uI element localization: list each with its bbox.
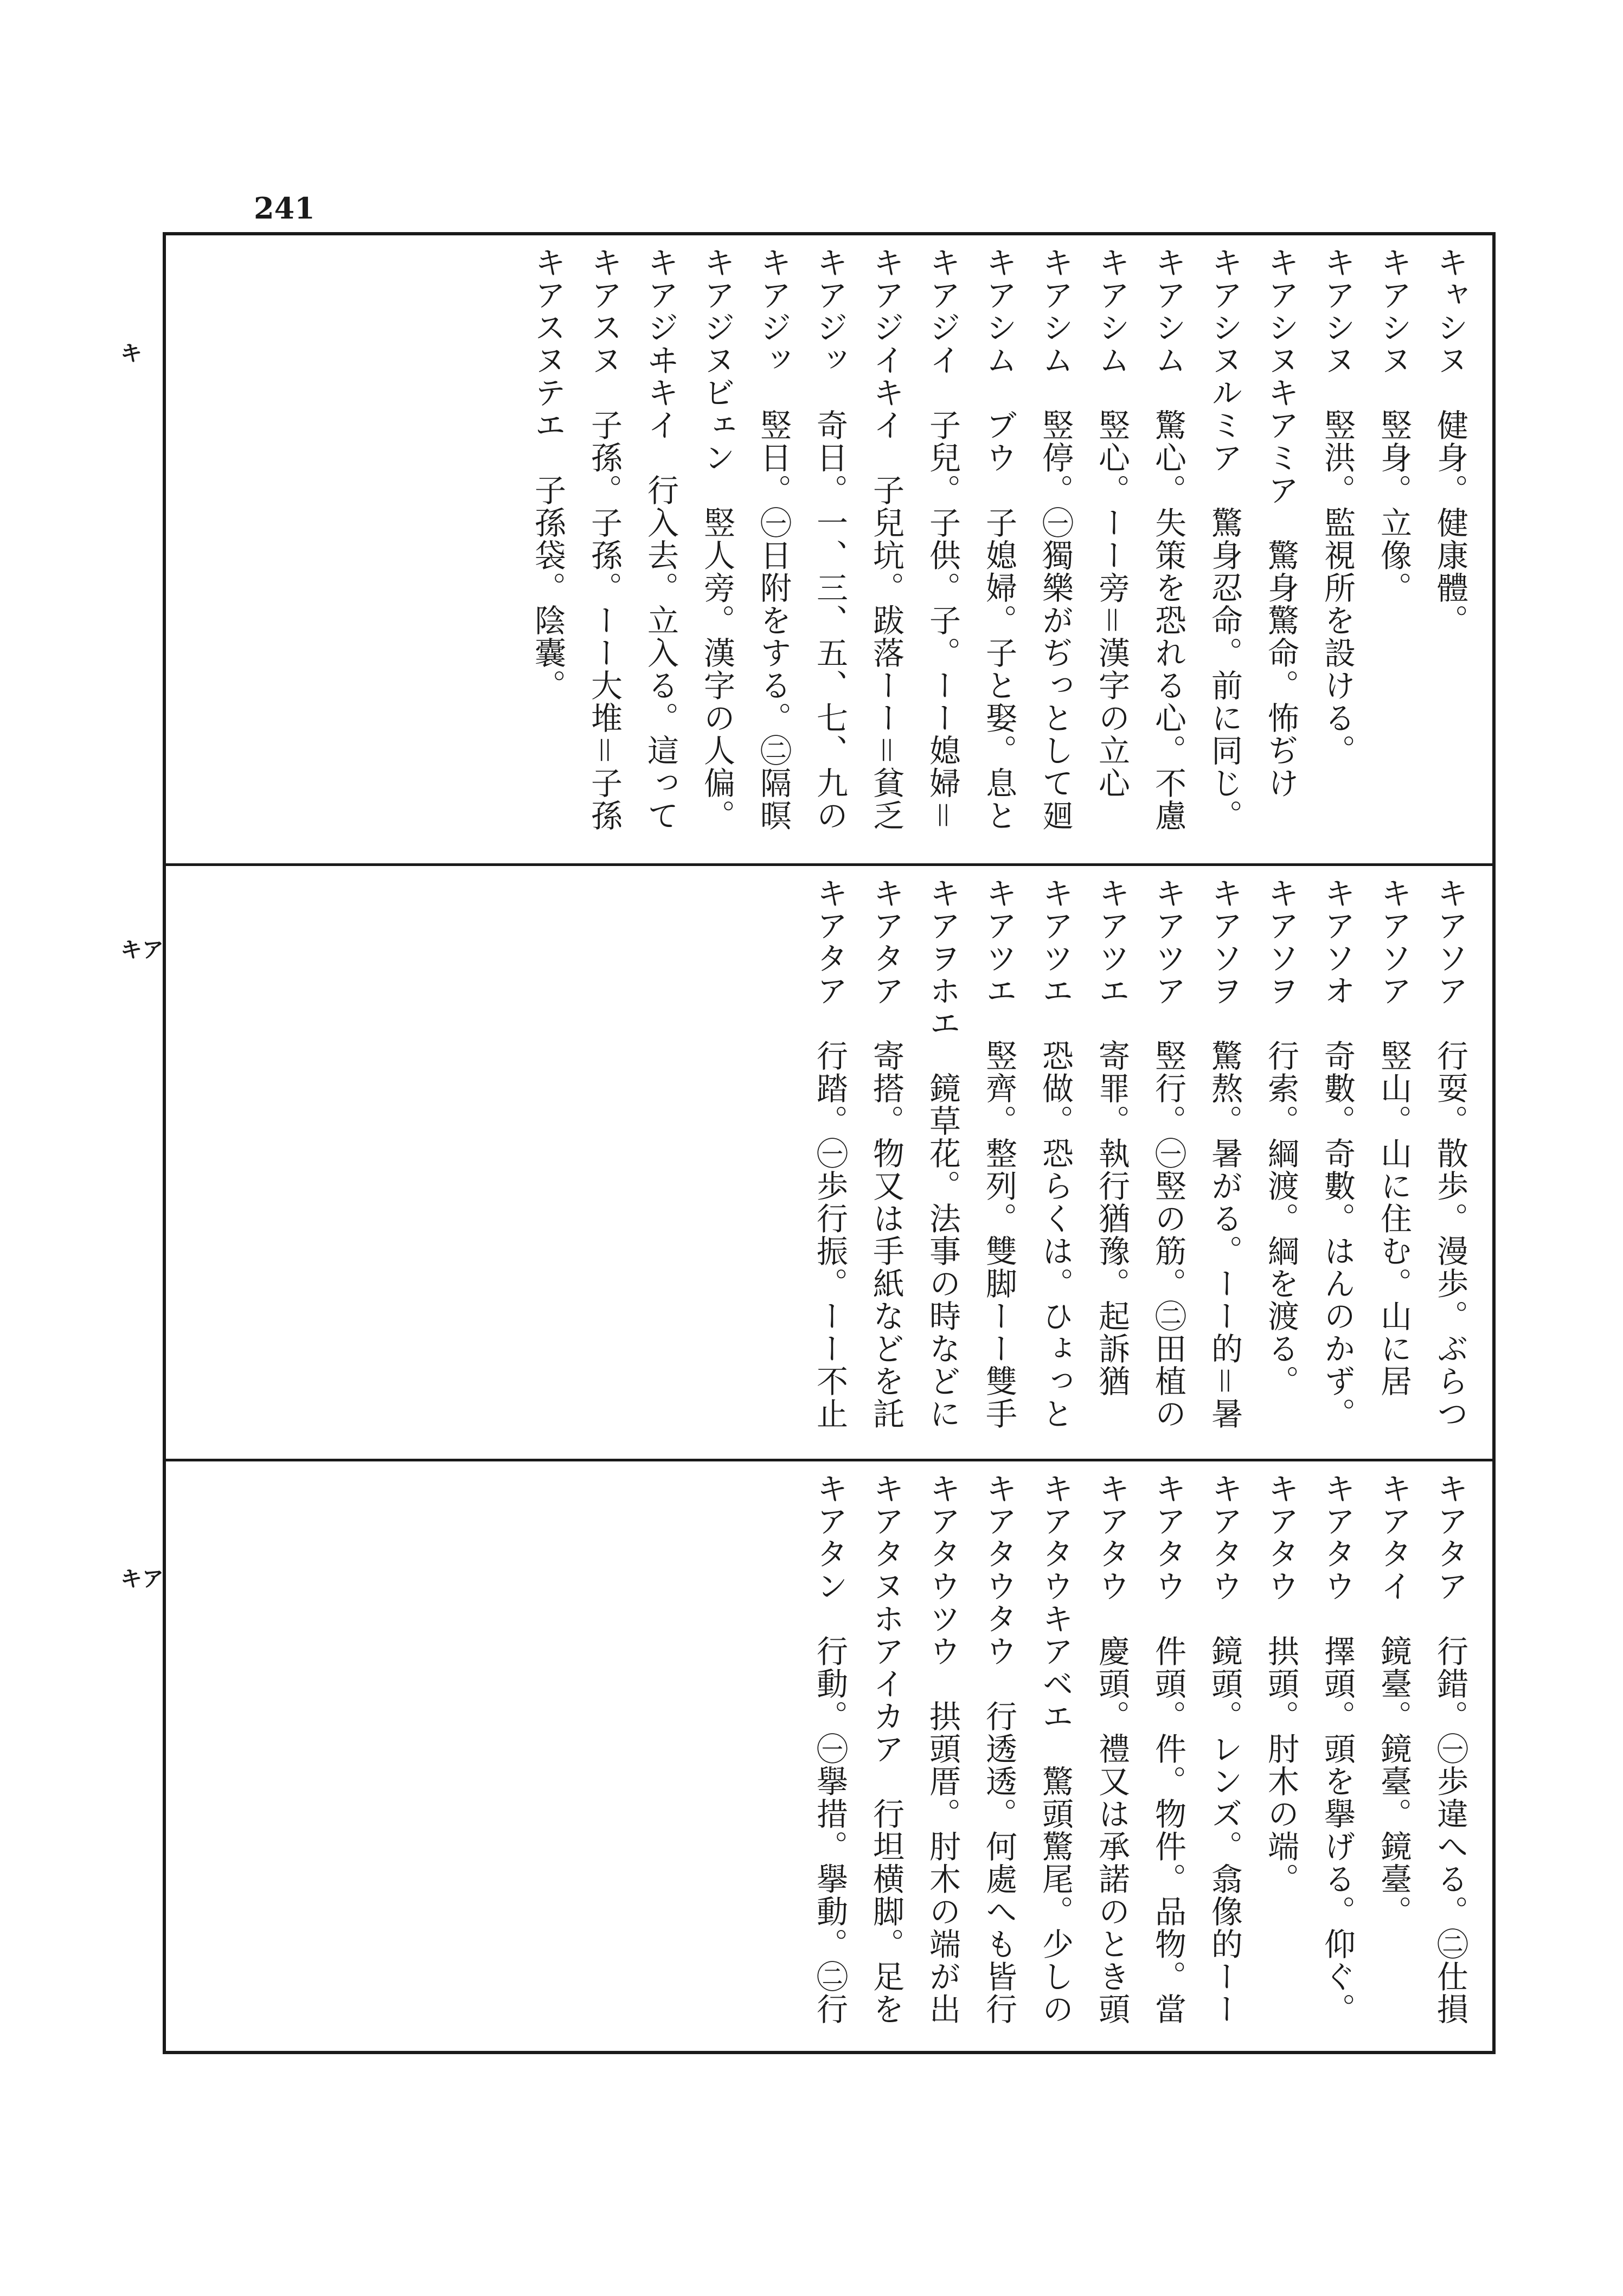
dictionary-entry: キアツエ 恐做。恐らくは。ひょっと	[1037, 877, 1074, 1430]
dictionary-entry: キアタウキアベエ 驚頭驚尾。少しの	[1037, 1472, 1074, 2025]
dictionary-entry: キアシム 驚心。失策を恐れる心。不慮	[1150, 246, 1186, 832]
dictionary-entry: キアジイ 子兒。子供。子。ーー媳婦＝	[924, 246, 961, 832]
dictionary-entry: キアタウ 慶頭。禮又は承諾のとき頭	[1093, 1472, 1130, 2025]
dictionary-frame	[163, 232, 1496, 2054]
dictionary-entry: キアジッ 奇日。一、三、五、七、九の	[811, 246, 848, 832]
dictionary-entry: キアジイキイ 子兒坑。跋落ーー＝貧乏	[868, 246, 904, 832]
margin-index-mark: キ	[120, 341, 142, 366]
dictionary-entry: キアジヌビェン 竪人旁。漢字の人偏。	[698, 246, 735, 832]
dictionary-entry: キアシヌキアミア 驚身驚命。怖ぢけ	[1262, 246, 1299, 799]
dictionary-entry: キアシム 竪心。ーー旁＝漢字の立心	[1093, 246, 1130, 800]
dictionary-entry: キアタウ 拱頭。肘木の端。	[1262, 1472, 1299, 1895]
dictionary-entry: キアソヲ 驚熬。暑がる。ーー的＝暑	[1206, 877, 1243, 1431]
middle-section	[166, 863, 1492, 1459]
margin-index-mark: キア	[120, 1567, 164, 1592]
dictionary-entry: キアタア 寄搭。物又は手紙などを託	[868, 877, 904, 1430]
page-number: 241	[254, 191, 315, 226]
margin-index-mark: キア	[120, 938, 164, 963]
dictionary-entry: キアタウ 擇頭。頭を擧げる。仰ぐ。	[1319, 1472, 1356, 2025]
dictionary-entry: キアタア 行錯。㊀歩違へる。㊁仕損	[1432, 1472, 1468, 2025]
lower-section	[166, 1459, 1492, 2054]
dictionary-entry: キアツア 竪行。㊀竪の筋。㊁田植の	[1150, 877, 1186, 1430]
dictionary-entry: キアタイ 鏡臺。鏡臺。鏡臺。	[1375, 1472, 1412, 1928]
dictionary-entry: キアシム 竪停。㊀獨樂がぢっとして廻	[1037, 246, 1074, 832]
upper-section	[166, 235, 1492, 863]
dictionary-entry: キアシヌ 竪洪。監視所を設ける。	[1319, 246, 1356, 767]
dictionary-entry: キアソヲ 行索。綱渡。綱を渡る。	[1262, 877, 1299, 1397]
dictionary-entry: キアスヌテエ 子孫袋。陰囊。	[529, 246, 566, 702]
dictionary-entry: キアタヌホアイカア 行坦横脚。足を	[868, 1472, 904, 2025]
dictionary-entry: キアソオ 奇數。奇數。はんのかず。	[1319, 877, 1356, 1430]
dictionary-entry: キアシム ブウ 子媳婦。子と娶。息と	[980, 246, 1017, 832]
dictionary-entry: キアタウツウ 拱頭厝。肘木の端が出	[924, 1472, 961, 2025]
dictionary-entry: キアタウ 鏡頭。レンズ。翕像的ーー	[1206, 1472, 1243, 2025]
dictionary-entry: キアヲホエ 鏡草花。法事の時などに	[924, 877, 961, 1430]
dictionary-entry: キアジッ 竪日。㊀日附をする。㊁隔暝	[755, 246, 792, 832]
dictionary-entry: キアスヌ 子孫。子孫。ーー大堆＝子孫	[586, 246, 623, 832]
dictionary-entry: キャシヌ 健身。健康體。	[1432, 246, 1468, 637]
dictionary-entry: キアタウ 件頭。件。物件。品物。當	[1150, 1472, 1186, 2025]
dictionary-entry: キアソア 竪山。山に住む。山に居	[1375, 877, 1412, 1397]
dictionary-entry: キアツエ 寄罪。執行猶豫。起訴猶	[1093, 877, 1130, 1397]
dictionary-entry: キアタア 行踏。㊀歩行振。ーー不止	[811, 877, 848, 1430]
dictionary-entry: キアツエ 竪齊。整列。雙脚ーー雙手	[980, 877, 1017, 1430]
dictionary-entry: キアジヰキイ 行入去。立入る。這って	[642, 246, 679, 832]
dictionary-entry: キアシヌ 竪身。立像。	[1375, 246, 1412, 604]
dictionary-entry: キアタウタウ 行透透。何處へも皆行	[980, 1472, 1017, 2025]
dictionary-entry: キアタン 行動。㊀擧措。擧動。㊁行	[811, 1472, 848, 2025]
dictionary-entry: キアソア 行耍。散歩。漫歩。ぶらつ	[1432, 877, 1468, 1430]
dictionary-entry: キアシヌルミア 驚身忍命。前に同じ。	[1206, 246, 1243, 832]
